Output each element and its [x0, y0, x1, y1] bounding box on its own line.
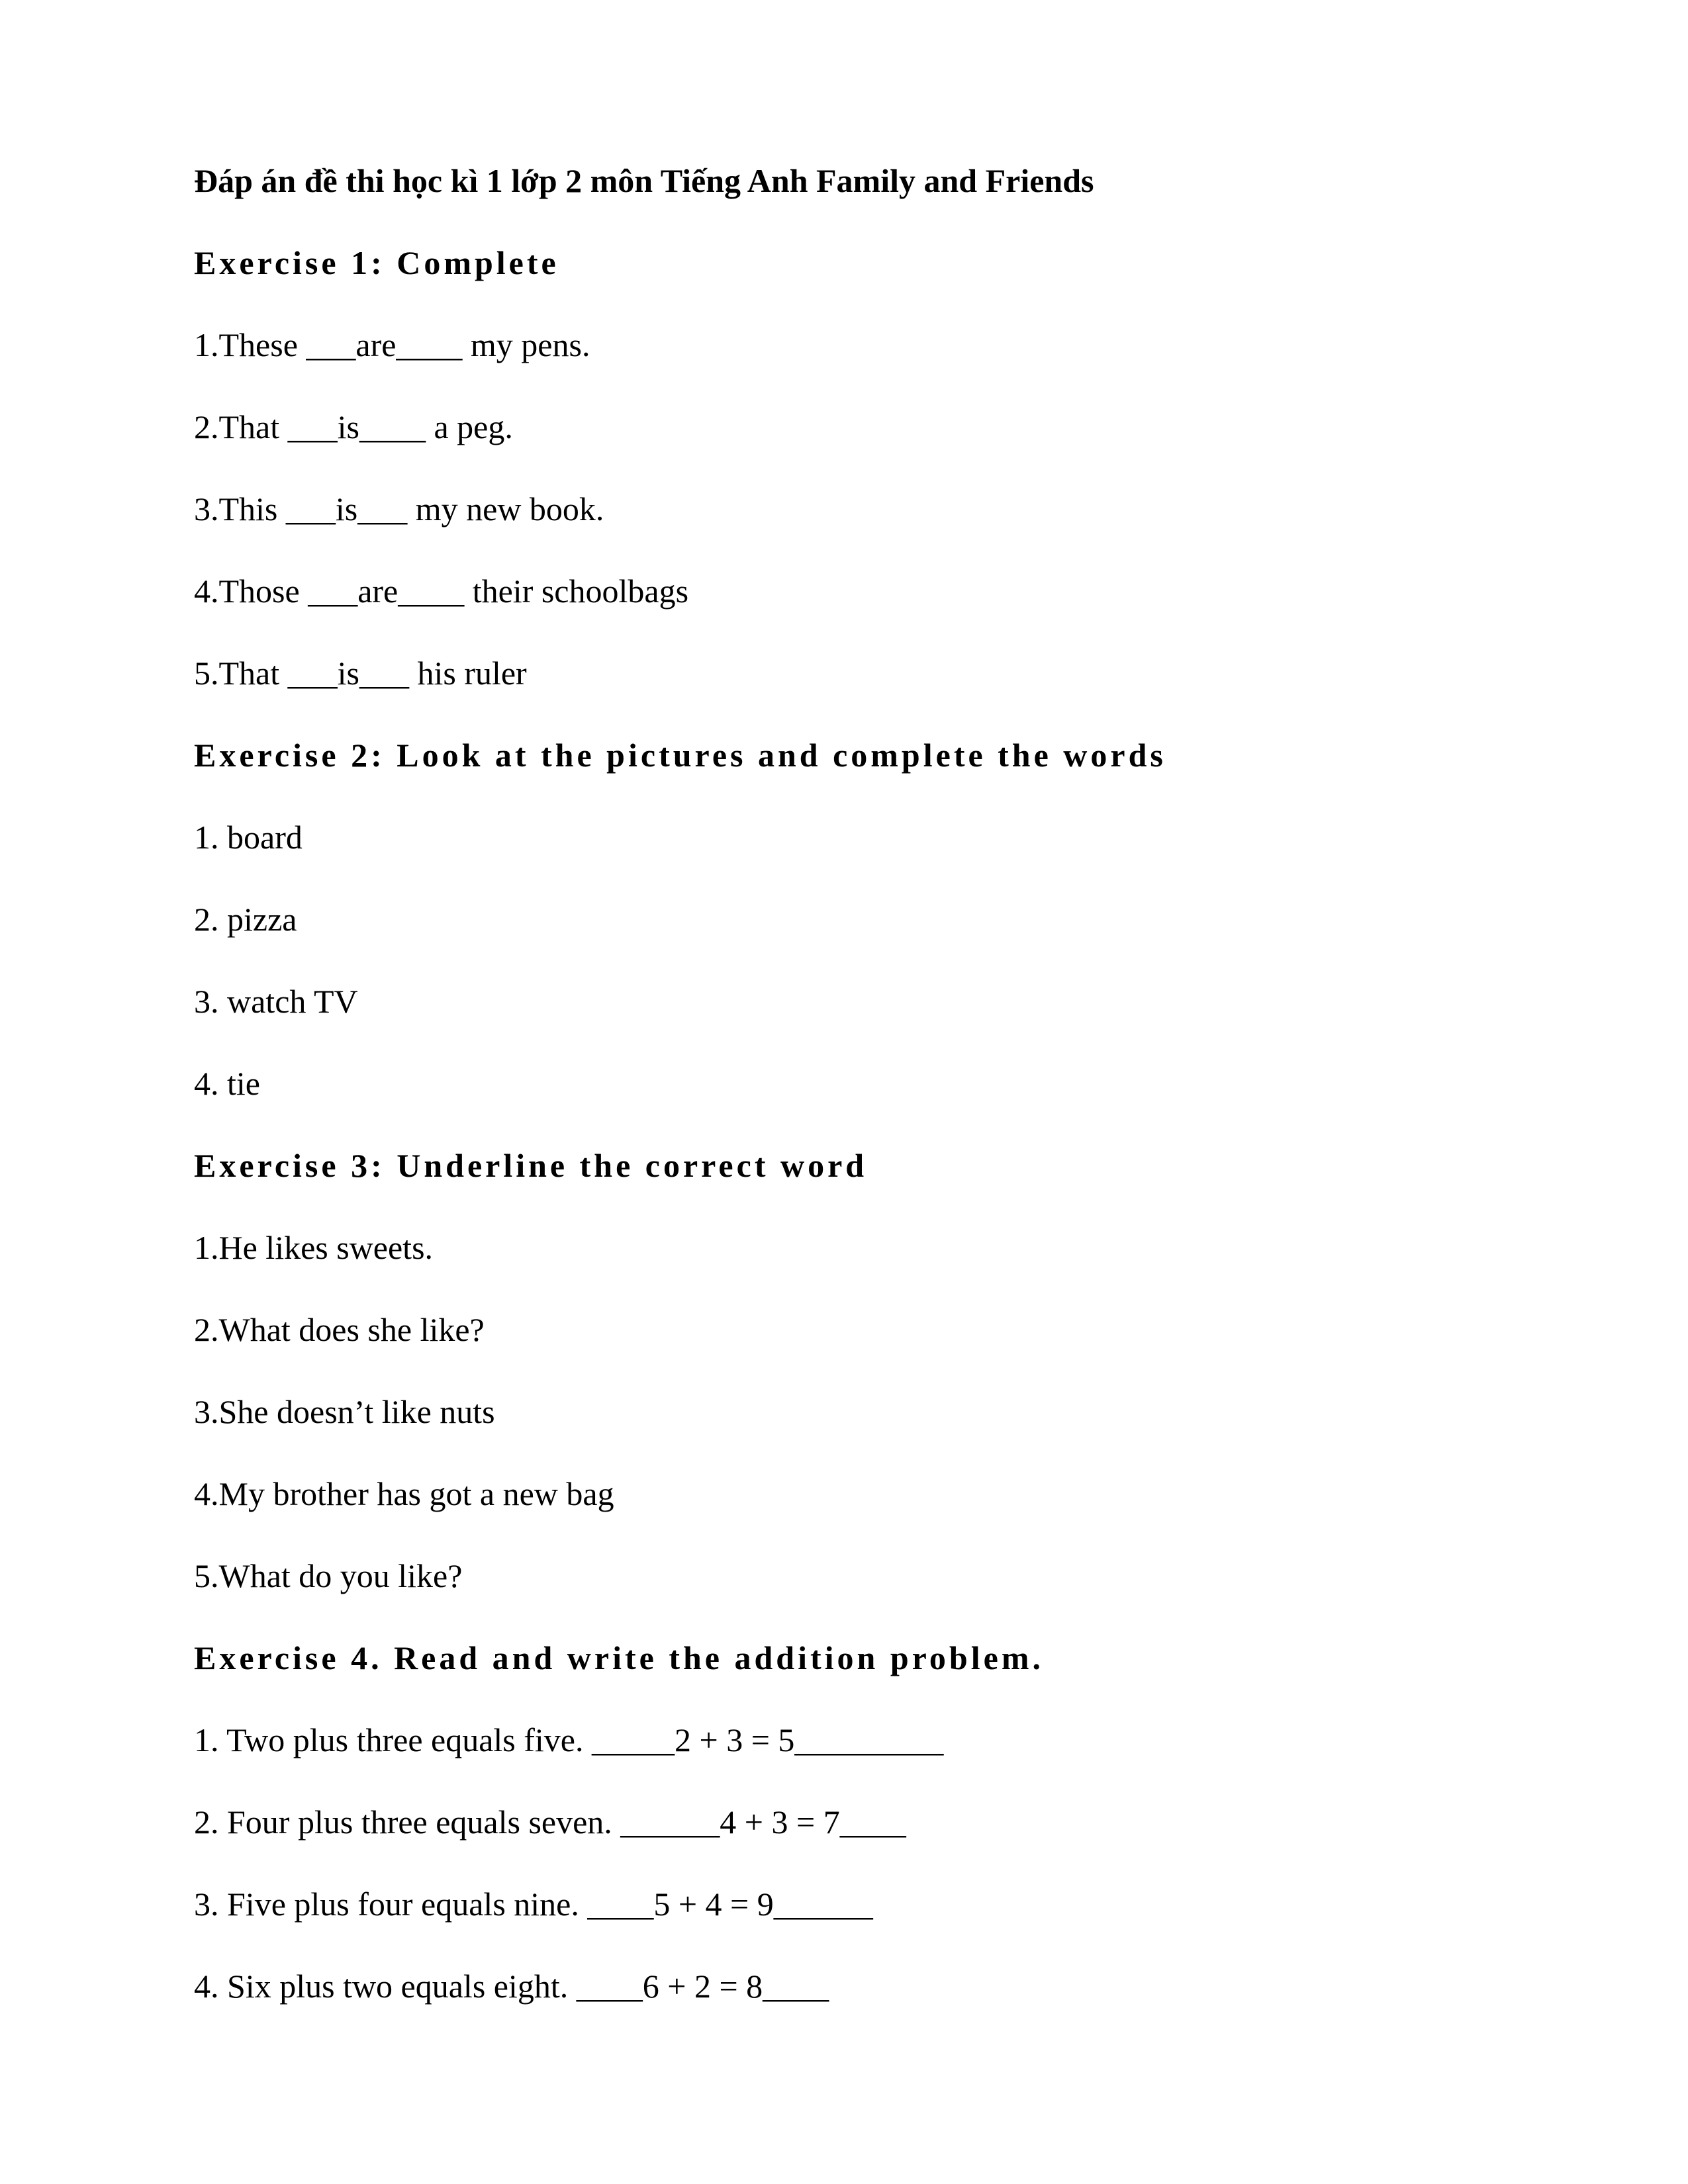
exercise-3-item: 3.She doesn’t like nuts	[194, 1393, 495, 1430]
exercise-4-item: 1. Two plus three equals five. _____2 + 3 = 5_________	[194, 1721, 944, 1758]
exercise-2-item: 4. tie	[194, 1065, 260, 1102]
exercise-2-item: 3. watch TV	[194, 983, 358, 1020]
exercise-3-item: 5.What do you like?	[194, 1557, 463, 1594]
exercise-2-item: 2. pizza	[194, 901, 297, 938]
exercise-3-item: 1.He likes sweets.	[194, 1229, 434, 1266]
exercise-3-heading: Exercise 3: Underline the correct word	[194, 1147, 868, 1184]
exercise-1-item: 2.That ___is____ a peg.	[194, 408, 513, 445]
exercise-4-heading: Exercise 4. Read and write the addition problem.	[194, 1639, 1044, 1676]
exercise-1-item: 4.Those ___are____ their schoolbags	[194, 572, 689, 610]
exercise-4-item: 4. Six plus two equals eight. ____6 + 2 = 8____	[194, 1968, 829, 2005]
exercise-2-item: 1. board	[194, 819, 303, 856]
exercise-3-item: 4.My brother has got a new bag	[194, 1475, 614, 1512]
exercise-1-item: 3.This ___is___ my new book.	[194, 490, 604, 527]
document-title: Đáp án đề thi học kì 1 lớp 2 môn Tiếng Anh Family and Friends	[194, 162, 1094, 199]
exercise-4-item: 2. Four plus three equals seven. ______4 + 3 = 7____	[194, 1803, 906, 1841]
exercise-1-heading: Exercise 1: Complete	[194, 244, 559, 281]
exercise-1-item: 5.That ___is___ his ruler	[194, 655, 527, 692]
exercise-3-item: 2.What does she like?	[194, 1311, 485, 1348]
exercise-4-item: 3. Five plus four equals nine. ____5 + 4 = 9______	[194, 1886, 873, 1923]
exercise-1-item: 1.These ___are____ my pens.	[194, 326, 590, 363]
exercise-2-heading: Exercise 2: Look at the pictures and complete the words	[194, 737, 1166, 774]
